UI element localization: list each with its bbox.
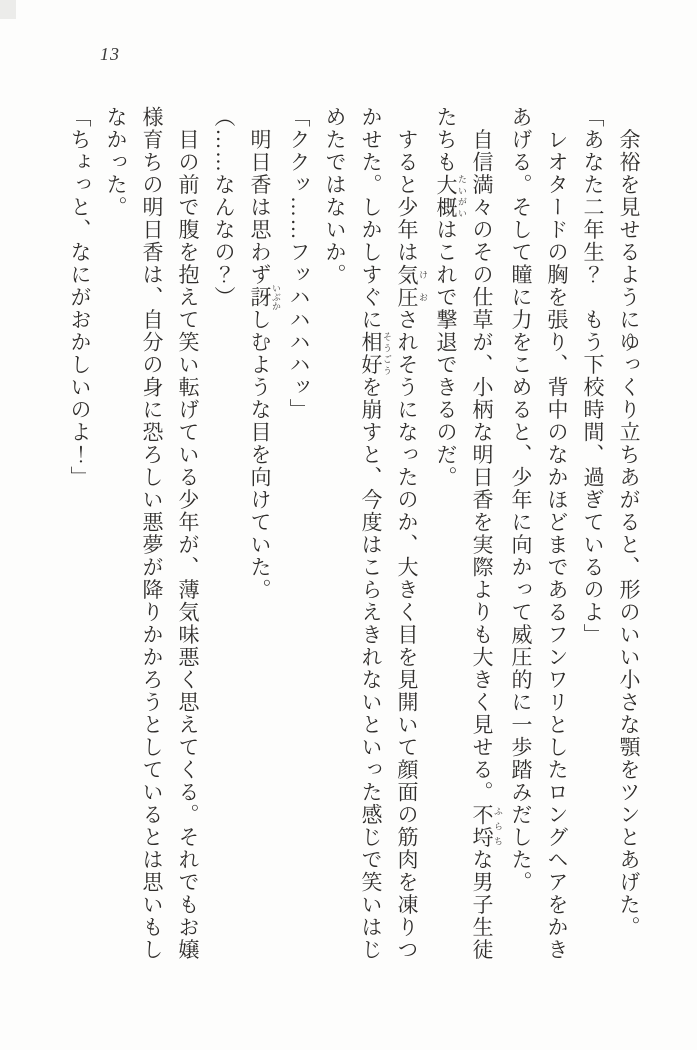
paragraph: 「ククッ……フッハハハハッ」: [287, 106, 311, 421]
paragraph: （……なんなの？）: [212, 106, 236, 309]
furigana-ruby: 訝 いぶか: [248, 283, 281, 311]
paragraph: 余裕を見せるようにゆっくり立ちあがると、形のいい小さな顎をツンとあげた。: [617, 106, 641, 939]
paragraph: レオタードの胸を張り、背中のなかほどまであるフンワリとしたロングヘアをかきあげる。そして瞳に力をこめると、少年に向かって威圧的に一歩踏みだした。: [509, 106, 569, 961]
page-number: 13: [100, 44, 120, 64]
furigana-ruby: 相好 そうごう: [359, 331, 392, 376]
furigana-ruby: 不埒 ふらち: [470, 803, 503, 849]
paragraph: すると少年は気圧 けおされそうになったのか、大きく目を見開いて顔面の筋肉を凍りつかせた。しかしすぐに相好 そうごうを崩すと、今度はこらえきれないといった感じで笑いはじめたではないか。: [323, 106, 428, 961]
vertical-text-body: [62, 106, 647, 968]
paragraph: 明日香は思わず訝 いぶかしむような目を向けていた。: [248, 106, 281, 601]
paragraph: 「あなた二年生？ もう下校時間、過ぎているのよ」: [581, 106, 605, 646]
furigana-ruby: 気圧 けお: [395, 263, 428, 309]
furigana-ruby: 大概 たいがい: [434, 173, 467, 219]
paragraph: 目の前で腹を抱えて笑い転げている少年が、薄気味悪く思えてくる。それでもお嬢様育ちの明日香は、自分の身に恐ろしい悪夢が降りかかろうとしているとは思いもしなかった。: [104, 106, 200, 961]
paragraph: 「ちょっと、なにがおかしいのよ！」: [68, 106, 92, 489]
scan-corner-smudge: [0, 0, 16, 19]
paragraph: 自信満々のその仕草が、小柄な明日香を実際よりも大きく見せる。不埒 ふらちな男子生徒たちも大概 たいがいはこれで撃退できるのだ。: [434, 106, 503, 961]
